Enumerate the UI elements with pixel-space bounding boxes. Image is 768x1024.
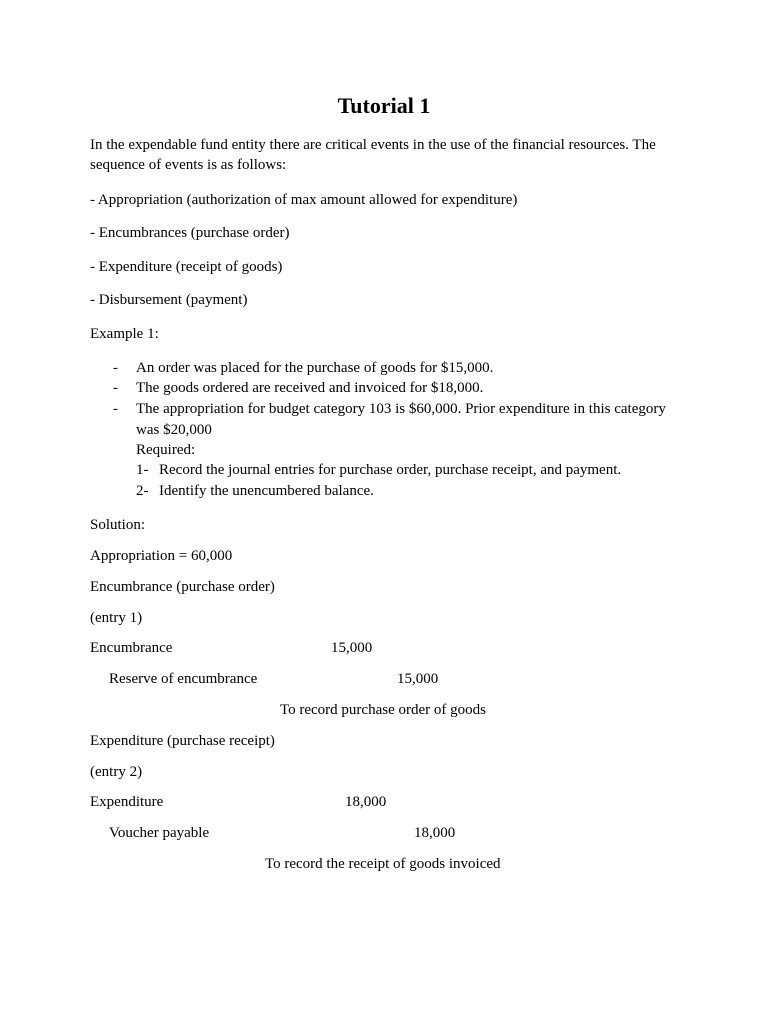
page-title: Tutorial 1 — [337, 93, 431, 118]
event-disbursement: - Disbursement (payment) — [90, 292, 248, 308]
entry-1-label: (entry 1) — [90, 610, 143, 626]
list-item — [0, 358, 768, 378]
narration: To record purchase order of goods — [280, 702, 486, 718]
entry-2-label: (entry 2) — [90, 764, 143, 780]
bullet-dash: - — [113, 401, 118, 417]
bullet-text: The appropriation for budget category 103 is $60,000. Prior expenditure in this category — [136, 401, 666, 417]
event-encumbrances: - Encumbrances (purchase order) — [90, 225, 290, 241]
list-item — [0, 460, 768, 480]
item-number: 2- — [136, 483, 149, 499]
item-number: 1- — [136, 462, 149, 478]
list-item — [0, 481, 768, 501]
bullet-text: The goods ordered are received and invoiced for $18,000. — [136, 380, 484, 396]
event-expenditure: - Expenditure (receipt of goods) — [90, 259, 283, 275]
list-item — [0, 378, 768, 398]
event-appropriation: - Appropriation (authorization of max amount allowed for expenditure) — [90, 192, 518, 208]
debit-account: Expenditure — [90, 794, 164, 810]
example-heading: Example 1: — [90, 326, 159, 342]
intro-line-1: In the expendable fund entity there are critical events in the use of the financial resources. The — [90, 137, 656, 153]
item-text: Identify the unencumbered balance. — [159, 483, 374, 499]
narration: To record the receipt of goods invoiced — [265, 856, 501, 872]
credit-amount: 18,000 — [414, 825, 456, 841]
credit-account: Voucher payable — [109, 825, 210, 841]
debit-amount: 18,000 — [345, 794, 387, 810]
expenditure-heading: Expenditure (purchase receipt) — [90, 733, 275, 749]
intro-line-2: sequence of events is as follows: — [90, 157, 287, 173]
appropriation-line: Appropriation = 60,000 — [90, 548, 233, 564]
list-item — [0, 399, 768, 419]
bullet-text: An order was placed for the purchase of goods for $15,000. — [136, 360, 494, 376]
item-text: Record the journal entries for purchase order, purchase receipt, and payment. — [159, 462, 622, 478]
bullet-dash: - — [113, 360, 118, 376]
bullet-dash: - — [113, 380, 118, 396]
credit-amount: 15,000 — [397, 671, 439, 687]
debit-amount: 15,000 — [331, 640, 373, 656]
encumbrance-heading: Encumbrance (purchase order) — [90, 579, 275, 595]
required-label: Required: — [136, 442, 196, 458]
solution-heading: Solution: — [90, 517, 146, 533]
credit-account: Reserve of encumbrance — [109, 671, 258, 687]
bullet-continuation: was $20,000 — [136, 422, 212, 438]
debit-account: Encumbrance — [90, 640, 173, 656]
